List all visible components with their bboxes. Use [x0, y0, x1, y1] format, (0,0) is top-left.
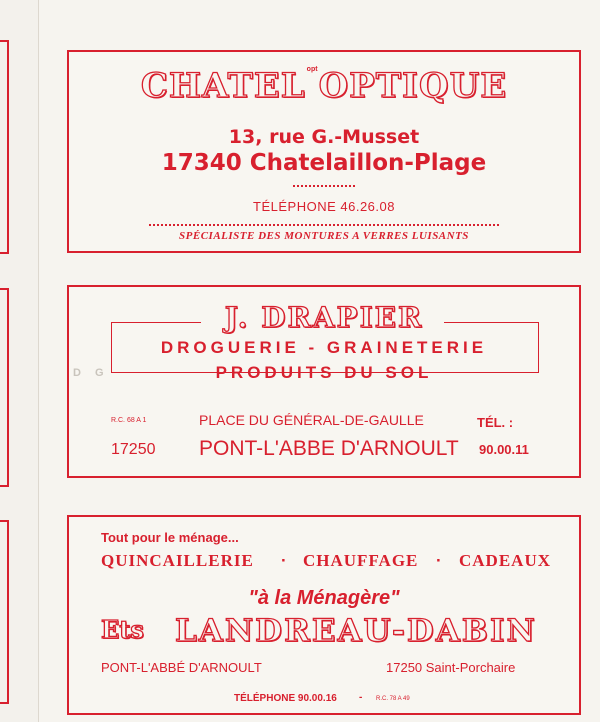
ad2-town: PONT-L'ABBE D'ARNOULT: [199, 437, 459, 460]
ad3-item-1: QUINCAILLERIE: [101, 551, 254, 570]
ad3-shop: "à la Ménagère": [248, 587, 400, 609]
ad1-title-small: opt: [306, 66, 318, 73]
ad1-title-right: OPTIQUE: [318, 66, 508, 106]
ad3-dash: -: [359, 692, 363, 703]
ad2-name-text: J. DRAPIER: [221, 301, 428, 334]
ad2-tel: 90.00.11: [479, 442, 529, 457]
ad1-dots: [293, 185, 355, 187]
ad1-city: 17340 Chatelaillon-Plage: [161, 150, 487, 176]
ad2-tel-label: TÉL. :: [477, 415, 514, 430]
left-ad-border-1: [0, 40, 9, 254]
ad3-sep-2: ·: [436, 551, 442, 570]
ad2-name: [69, 301, 579, 334]
ad3-phone: TÉLÉPHONE 90.00.16: [234, 693, 337, 704]
ad3-town: PONT-L'ABBÉ D'ARNOULT: [101, 660, 262, 675]
ad-chatel-optique: [67, 50, 581, 253]
ad2-line1: DROGUERIE - GRAINETERIE: [160, 338, 488, 357]
ad3-ets: Ets: [101, 615, 144, 644]
ad2-line2: PRODUITS DU SOL: [215, 363, 433, 382]
ad3-sep-1: ·: [281, 551, 287, 570]
ad3-item-2: CHAUFFAGE: [303, 551, 419, 570]
ad-landreau-dabin: [67, 515, 581, 715]
ad1-title-left: CHATEL: [140, 66, 306, 106]
ad3-rc: R.C. 78 A 49: [376, 696, 410, 702]
ad1-address: 13, rue G.-Musset: [228, 126, 420, 148]
ad2-watermark: DG: [73, 367, 118, 379]
ad1-phone: TÉLÉPHONE 46.26.08: [253, 199, 395, 214]
ad2-place: PLACE DU GÉNÉRAL-DE-GAULLE: [199, 412, 424, 428]
left-page-edge: [0, 0, 39, 722]
ad-j-drapier: [67, 285, 581, 478]
ad1-divider: [149, 224, 499, 226]
ad3-intro: Tout pour le ménage...: [101, 530, 239, 545]
ad2-rc: R.C. 68 A 1: [111, 417, 147, 424]
ad3-name: LANDREAU-DABIN: [175, 613, 537, 649]
left-ad-border-2: [0, 288, 9, 487]
ad3-city: 17250 Saint-Porchaire: [386, 660, 516, 675]
ad1-title: [69, 66, 579, 106]
ad2-postcode: 17250: [111, 441, 156, 458]
ad1-tagline: SPÉCIALISTE DES MONTURES A VERRES LUISANTS: [179, 230, 469, 242]
ad3-item-3: CADEAUX: [459, 551, 551, 570]
left-ad-border-3: [0, 520, 9, 704]
